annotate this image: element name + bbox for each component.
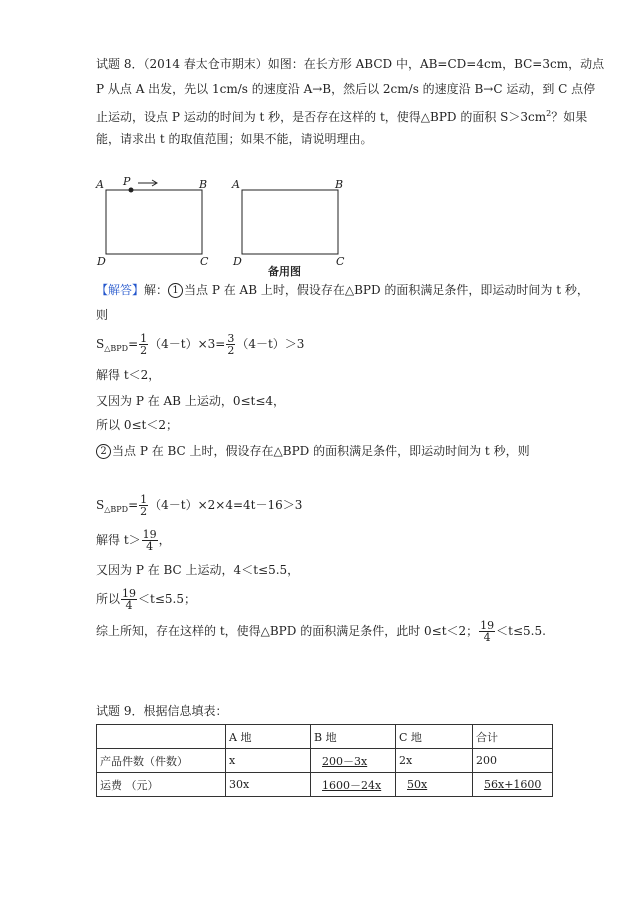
- circled-one: 1: [168, 283, 183, 298]
- figure-caption: 备用图: [268, 265, 301, 278]
- table-cell: 2x: [396, 749, 473, 773]
- answer-tag: 【解答】: [96, 283, 145, 297]
- q9-title: 试题 9．根据信息填表：: [96, 704, 228, 718]
- fig2-label-c: C: [336, 255, 345, 268]
- figure-2: [231, 178, 345, 278]
- header-cell: B 地: [311, 725, 396, 749]
- table-row: [97, 773, 553, 797]
- solution-line-7: 2 当点 P 在 BC 上时，假设存在△BPD 的面积满足条件，即运动时间为 t 秒，则: [96, 441, 530, 461]
- fig1-label-d: D: [97, 255, 106, 268]
- q8-line-3: 止运动，设点 P 运动的时间为 t 秒，是否存在这样的 t，使得△BPD 的面积 $S>3cm^2$？如果: [96, 109, 588, 124]
- fig1-label-a: A: [96, 178, 104, 191]
- fig1-label-p: P: [123, 175, 131, 188]
- fig2-label-b: B: [335, 178, 344, 191]
- solution-line-1: 【解答】解： 1 当点 P 在 AB 上时，假设存在△BPD 的面积满足条件，即运动时间为 t 秒，: [96, 283, 589, 297]
- answer-cell: 56x+1600: [473, 773, 553, 797]
- answer-cell: 50x: [396, 773, 473, 797]
- figure-1: [95, 175, 209, 268]
- table-cell: 200: [473, 749, 553, 773]
- row-label: 产品件数（件数）: [97, 749, 226, 773]
- header-cell: 合计: [473, 725, 553, 749]
- solution-line-11: 所以 $\frac{19}{4}$ ＜t≤5.5；: [96, 587, 196, 612]
- table-row: [97, 749, 553, 773]
- table-cell: x: [226, 749, 311, 773]
- solution-line-6: 所以 0≤t＜2；: [96, 418, 178, 432]
- q8-line-4: 能，请求出 t 的取值范围；如果不能，请说明理由。: [96, 132, 373, 146]
- rectangle-figures: [90, 168, 360, 280]
- q8-line-1: 试题 8．（2014 春太仓市期末）如图：在长方形 ABCD 中，AB=CD=4cm，BC=3cm，动点: [96, 57, 605, 71]
- header-cell: C 地: [396, 725, 473, 749]
- area-equation-2: $S_{\triangle BPD}=$ $\frac{1}{2}$ （4－t）×2×4=4t－16＞3: [96, 493, 303, 518]
- solution-conclusion: 综上所知，存在这样的 t，使得△BPD 的面积满足条件，此时 0≤t＜2； $\frac{19}{4}$ ＜t≤5.5.: [96, 619, 546, 644]
- q8-line-2: P 从点 A 出发，先以 1cm/s 的速度沿 A→B，然后以 2cm/s 的速度沿 B→C 运动，到 C 点停: [96, 82, 596, 96]
- answer-cell: 1600－24x: [311, 773, 396, 797]
- answer-cell: 200－3x: [311, 749, 396, 773]
- point-p: [129, 188, 134, 193]
- fig2-label-d: D: [233, 255, 242, 268]
- area-equation-1: $S_{\triangle BPD}=$ $\frac{1}{2}$ （4－t）×3= $\frac{3}{2}$ （4－t）＞3: [96, 332, 305, 357]
- fig2-label-a: A: [232, 178, 240, 191]
- row-label: 运费 （元）: [97, 773, 226, 797]
- fig1-label-c: C: [200, 255, 209, 268]
- solution-line-4: 解得 t＜2，: [96, 368, 161, 382]
- circled-two: 2: [96, 444, 111, 459]
- header-cell: A 地: [226, 725, 311, 749]
- table-header-row: [97, 725, 553, 749]
- solution-line-10: 又因为 P 在 BC 上运动，4＜t≤5.5，: [96, 563, 300, 577]
- solution-line-2: 则: [96, 308, 109, 322]
- solution-line-5: 又因为 P 在 AB 上运动，0≤t≤4，: [96, 394, 286, 408]
- table-cell: 30x: [226, 773, 311, 797]
- fig1-label-b: B: [199, 178, 208, 191]
- solution-line-9: 解得 t＞ $\frac{19}{4}$ ，: [96, 528, 171, 553]
- info-table: [96, 724, 553, 797]
- header-cell: [97, 725, 226, 749]
